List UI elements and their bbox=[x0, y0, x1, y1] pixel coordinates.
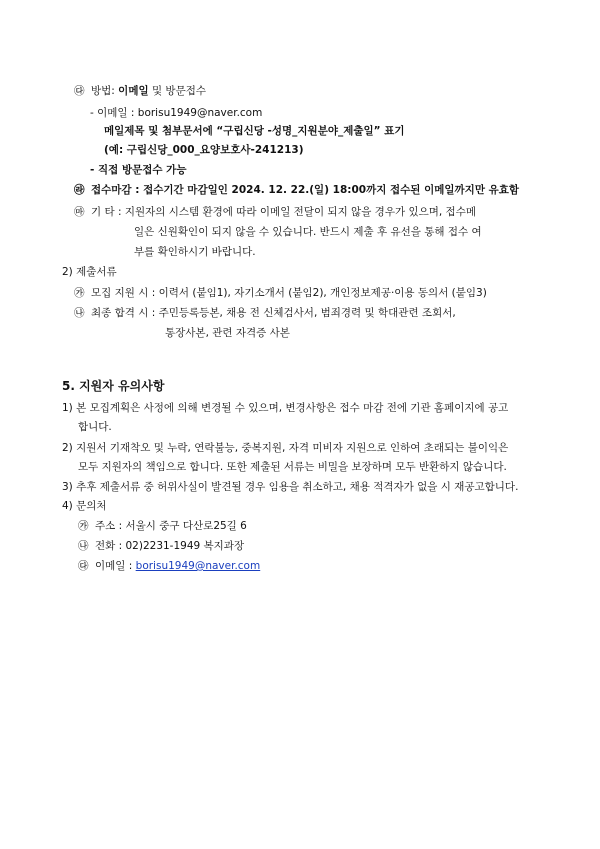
circled-marker: ㉯ bbox=[74, 307, 85, 319]
contact-address-text: 주소 : 서울시 중구 다산로25길 6 bbox=[95, 520, 247, 532]
documents-item-text: 최종 합격 시 : 주민등록등본, 채용 전 신체검사서, 범죄경력 및 학대관련 조회서, bbox=[91, 307, 456, 319]
circled-marker: ㉰ bbox=[74, 85, 85, 97]
documents-item-text: 모집 지원 시 : 이력서 (붙임1), 자기소개서 (붙임2), 개인정보제공·이용 동의서 (붙임3) bbox=[91, 287, 487, 299]
contact-phone bbox=[78, 539, 244, 553]
documents-title: 2) 제출서류 bbox=[62, 266, 117, 278]
method-email-line bbox=[90, 106, 262, 120]
contact-email-label: 이메일 : bbox=[95, 560, 136, 572]
method-rest: 및 방문접수 bbox=[148, 85, 206, 97]
contact-address bbox=[78, 519, 247, 533]
other-text-1: 기 타 : 지원자의 시스템 환경에 따라 이메일 전달이 되지 않을 경우가 있으며, 접수메 bbox=[91, 206, 476, 218]
circled-marker: ㉲ bbox=[74, 206, 85, 218]
note-3: 3) 추후 제출서류 중 허위사실이 발견될 경우 임용을 취소하고, 채용 적격자가 없을 시 재공고합니다. bbox=[62, 481, 519, 493]
other-line-3: 부를 확인하시기 바랍니다. bbox=[134, 246, 256, 258]
note-2-line-2: 모두 지원자의 책임으로 합니다. 또한 제출된 서류는 비밀을 보장하며 모두 반환하지 않습니다. bbox=[78, 461, 507, 473]
method-email-bold: 이메일 bbox=[118, 85, 149, 97]
other-line-2: 일은 신원확인이 되지 않을 수 있습니다. 반드시 제출 후 유선을 통해 접수 여 bbox=[134, 226, 482, 238]
note-1-line-2: 합니다. bbox=[78, 421, 112, 433]
contact-email bbox=[78, 559, 260, 573]
example-line: (예: 구립신당_000_요양보호사-241213) bbox=[104, 144, 304, 156]
circled-marker: ㉮ bbox=[74, 287, 85, 299]
visit-line: - 직접 방문접수 가능 bbox=[90, 164, 187, 176]
deadline-text: 접수마감 : 접수기간 마감일인 2024. 12. 22.(일) 18:00까지 접수된 이메일까지만 유효함 bbox=[91, 184, 520, 196]
email-address[interactable]: borisu1949@naver.com bbox=[137, 107, 263, 119]
section-heading: 5. 지원자 유의사항 bbox=[62, 379, 165, 393]
note-1-line-1: 1) 본 모집계획은 사정에 의해 변경될 수 있으며, 변경사항은 접수 마감 전에 기관 홈페이지에 공고 bbox=[62, 402, 509, 414]
documents-item-apply bbox=[74, 286, 487, 300]
email-prefix: - 이메일 : bbox=[90, 107, 138, 119]
note-4: 4) 문의처 bbox=[62, 500, 107, 512]
method-line bbox=[74, 84, 206, 98]
contact-phone-text: 전화 : 02)2231-1949 복지과장 bbox=[95, 540, 245, 552]
note-2-line-1: 2) 지원서 기재착오 및 누락, 연락불능, 중복지원, 자격 미비자 지원으로 인하여 초래되는 불이익은 bbox=[62, 442, 509, 454]
documents-item-final bbox=[74, 306, 456, 320]
subject-line: 메일제목 및 첨부문서에 “구립신당 -성명_지원분야_제출일” 표기 bbox=[104, 125, 405, 137]
other-line-1 bbox=[74, 205, 476, 219]
documents-final-cont: 통장사본, 관련 자격증 사본 bbox=[165, 327, 290, 339]
method-label: 방법: bbox=[91, 85, 119, 97]
circled-marker: ㉯ bbox=[78, 540, 89, 552]
circled-marker: ㉱ bbox=[74, 184, 85, 196]
contact-email-link[interactable]: borisu1949@naver.com bbox=[135, 560, 261, 572]
circled-marker: ㉮ bbox=[78, 520, 89, 532]
circled-marker: ㉰ bbox=[78, 560, 89, 572]
deadline-line bbox=[74, 183, 519, 197]
